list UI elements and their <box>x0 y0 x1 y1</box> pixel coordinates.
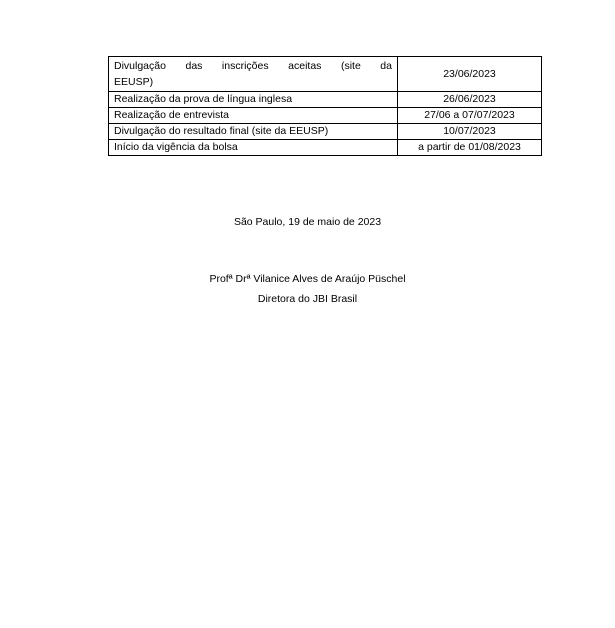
table-row <box>109 57 542 92</box>
signatory-role: Diretora do JBI Brasil <box>257 293 358 305</box>
table-row <box>109 108 542 124</box>
activity-cell: Realização da prova de língua inglesa <box>109 92 398 108</box>
table-row <box>109 124 542 140</box>
date-cell: 26/06/2023 <box>398 92 542 108</box>
activity-cell: Realização de entrevista <box>109 108 398 124</box>
place-date-line: São Paulo, 19 de maio de 2023 <box>233 216 382 228</box>
date-cell: 27/06 a 07/07/2023 <box>398 108 542 124</box>
date-cell: a partir de 01/08/2023 <box>398 140 542 156</box>
signatory-name: Profª Drª Vilanice Alves de Araújo Püschel <box>209 273 406 285</box>
activity-cell: Início da vigência da bolsa <box>109 140 398 156</box>
activity-text-line2: EEUSP) <box>114 76 154 88</box>
activity-cell <box>109 57 398 92</box>
date-cell: 10/07/2023 <box>398 124 542 140</box>
activity-cell: Divulgação do resultado final (site da EEUSP) <box>109 124 398 140</box>
activity-text-line1: Divulgação das inscrições aceitas (site da <box>114 60 392 72</box>
date-cell: 23/06/2023 <box>398 57 542 92</box>
schedule-table <box>108 56 542 156</box>
table-row <box>109 92 542 108</box>
table-row <box>109 140 542 156</box>
signature-block <box>0 269 615 309</box>
